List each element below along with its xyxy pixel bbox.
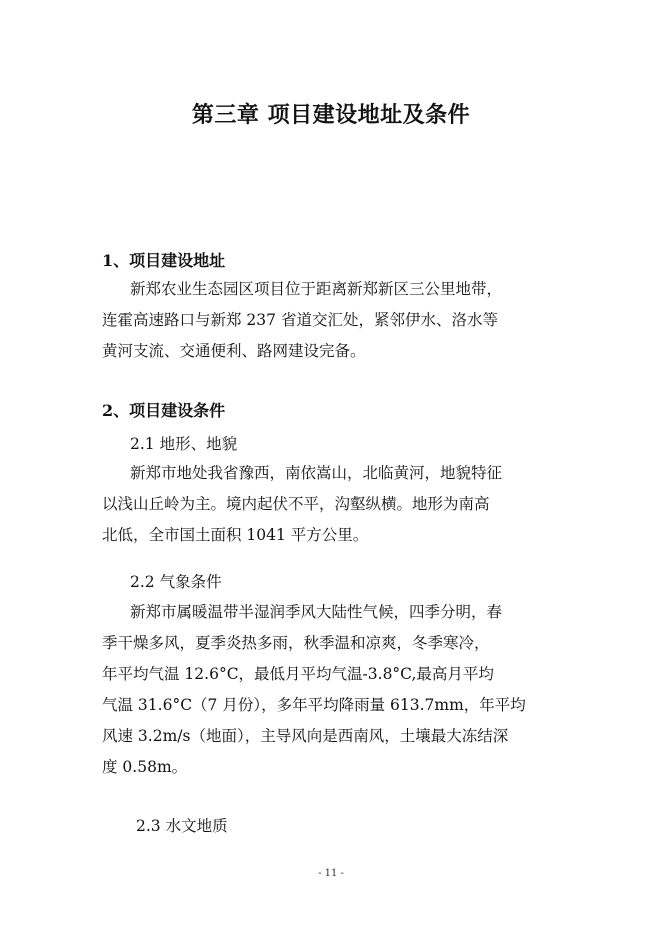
paragraph-line: 新郑农业生态园区项目位于距离新郑新区三公里地带， (130, 280, 503, 298)
chapter-title: 第三章 项目建设地址及条件 (191, 102, 471, 128)
paragraph-line: 年平均气温 12.6°C，最低月平均气温-3.8°C,最高月平均 (102, 665, 494, 683)
section-heading-conditions: 2、项目建设条件 (102, 401, 226, 420)
page-number: - 11 - (318, 868, 344, 879)
paragraph-line: 季干燥多风，夏季炎热多雨，秋季温和凉爽，冬季寒冷， (102, 634, 490, 652)
subsection-heading-climate: 2.2 气象条件 (130, 573, 222, 591)
paragraph-line: 风速 3.2m/s（地面），主导风向是西南风，土壤最大冻结深 (102, 727, 509, 745)
paragraph-line: 新郑市属暖温带半湿润季风大陆性气候，四季分明，春 (130, 603, 503, 621)
section-heading-site: 1、项目建设地址 (102, 251, 226, 270)
paragraph-line: 北低，全市国土面积 1041 平方公里。 (102, 526, 369, 544)
paragraph-line: 度 0.58m。 (102, 758, 188, 776)
paragraph-line: 气温 31.6°C（7 月份），多年平均降雨量 613.7mm，年平均 (102, 696, 526, 714)
subsection-heading-hydrology: 2.3 水文地质 (136, 817, 228, 835)
terrain-paragraph (102, 458, 562, 551)
subsection-heading-terrain: 2.1 地形、地貌 (130, 435, 238, 453)
site-paragraph (102, 274, 562, 367)
paragraph-line: 新郑市地处我省豫西，南依嵩山，北临黄河，地貌特征 (130, 464, 503, 482)
paragraph-line: 黄河支流、交通便利、路网建设完备。 (102, 342, 366, 360)
paragraph-line: 连霍高速路口与新郑 237 省道交汇处，紧邻伊水、洛水等 (102, 311, 498, 329)
paragraph-line: 以浅山丘岭为主。境内起伏不平，沟壑纵横。地形为南高 (102, 495, 490, 513)
climate-paragraph (102, 597, 562, 783)
